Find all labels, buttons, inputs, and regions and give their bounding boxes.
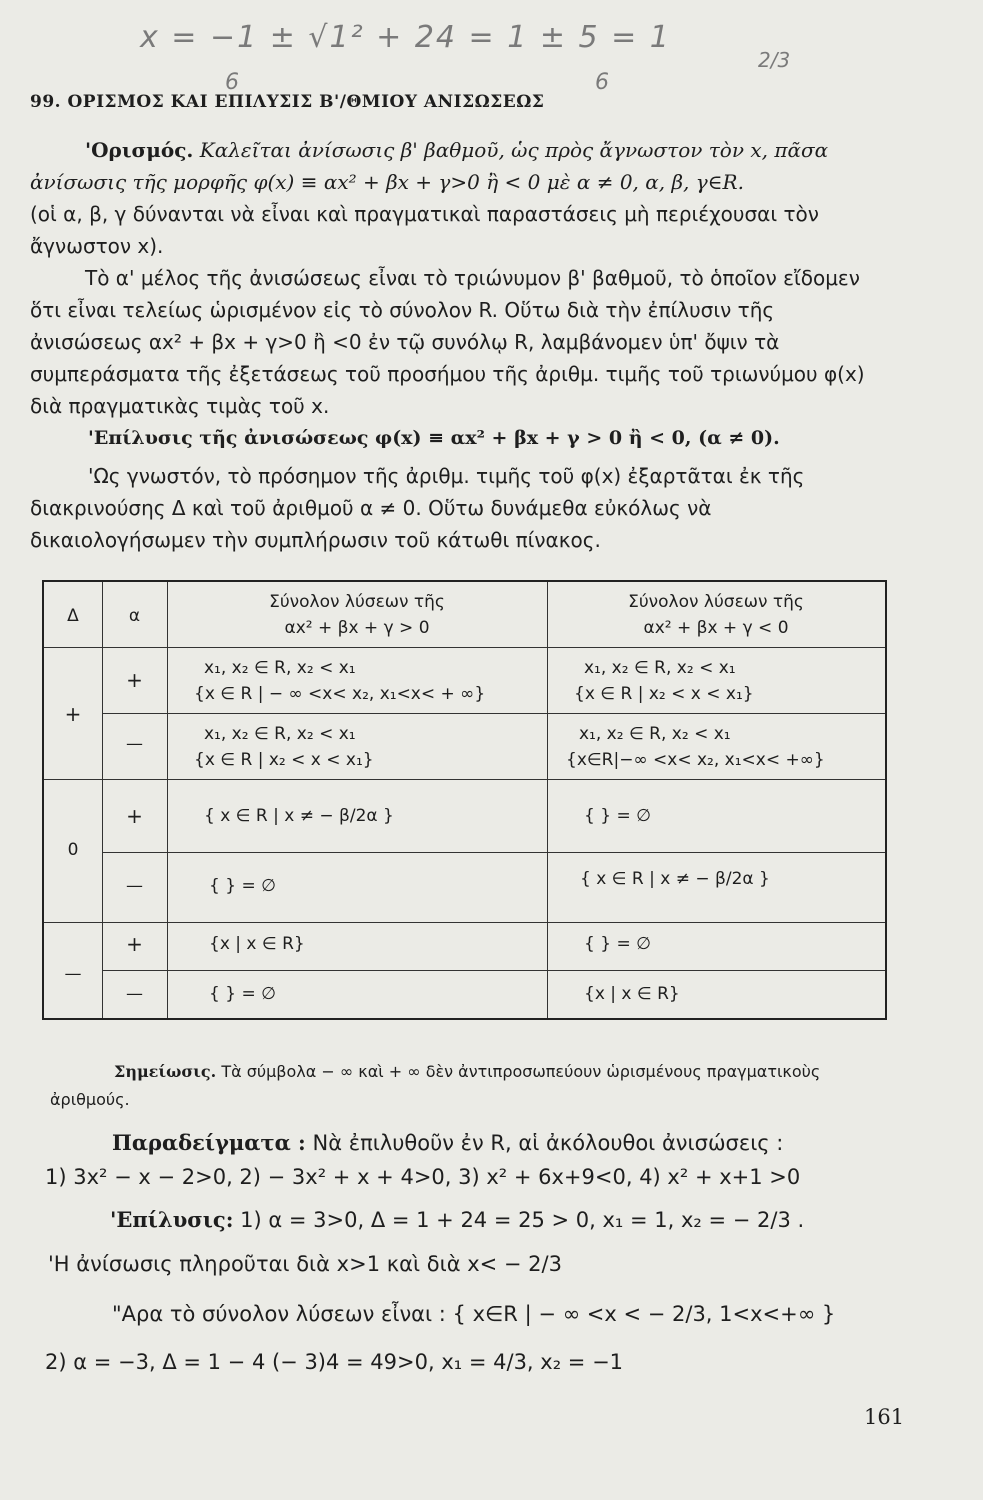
gt-solution-set: { } = ∅	[209, 876, 276, 896]
gt-roots: x₁, x₂ ∈ R, x₂ < x₁	[204, 724, 356, 744]
definition-label: 'Ορισμός.	[85, 138, 194, 162]
gt-solution-set: {x | x ∈ R}	[209, 934, 305, 954]
solution-line-3: "Αρα τὸ σύνολον λύσεων εἶναι : { x∈R | − ∞ <x < − 2/3, 1<x<+∞ }	[112, 1302, 836, 1326]
lt-roots: x₁, x₂ ∈ R, x₂ < x₁	[579, 724, 731, 744]
handwritten-denominator-left: 6	[225, 70, 239, 95]
alpha-sign: +	[126, 804, 143, 828]
section-heading	[30, 92, 544, 112]
note-label: Σημείωσις.	[114, 1062, 217, 1081]
solution-step-1: 1) α = 3>0, Δ = 1 + 24 = 25 > 0, x₁ = 1, x₂ = − 2/3 .	[240, 1208, 805, 1232]
alpha-sign: +	[126, 668, 143, 692]
lt-roots: x₁, x₂ ∈ R, x₂ < x₁	[584, 658, 736, 678]
header-alpha: α	[128, 606, 141, 626]
gt-solution-set: {x ∈ R | x₂ < x < x₁}	[194, 750, 374, 770]
section-title: ΟΡΙΣΜΟΣ ΚΑΙ ΕΠΙΛΥΣΙΣ Β'/ΘΜΙΟΥ ΑΝΙΣΩΣΕΩΣ	[67, 92, 545, 112]
table-divider	[102, 852, 885, 853]
lt-solution-set: {x | x ∈ R}	[584, 984, 680, 1004]
lt-solution-set: { x ∈ R | x ≠ − β/2α }	[580, 869, 770, 889]
table-divider	[44, 647, 885, 648]
lt-solution-set: {x ∈ R | x₂ < x < x₁}	[574, 684, 754, 704]
table-divider	[44, 779, 885, 780]
examples-intro-line	[112, 1130, 783, 1155]
handwritten-equation: x = −1 ± √1² + 24 = 1 ± 5 = 1	[140, 20, 671, 55]
table-divider	[102, 970, 885, 971]
paragraph-trinomial: Τὸ α' μέλος τῆς ἀνισώσεως εἶναι τὸ τριώνυμον β' βαθμοῦ, τὸ ὁποῖον εἴδομεν ὅτι εἶναι τελείως ὡρισμένον εἰς τὸ σύνολον R. Οὕτω διὰ τὴν ἐπίλυσιν τῆς ἀνισώσεως αx² + βx + γ>0 ἢ <0 ἐν τῷ συνόλῳ R, λαμβάνομεν ὑπ' ὄψιν τὰ συμπεράσματα τῆς ἐξετάσεως τοῦ προσήμου τῆς ἀριθμ. τιμῆς τοῦ τριωνύμου φ(x) διὰ πραγματικὰς τιμὰς τοῦ x.	[30, 266, 865, 418]
gt-solution-set: { x ∈ R | x ≠ − β/2α }	[204, 806, 394, 826]
solution-label: 'Επίλυσις:	[110, 1207, 234, 1232]
gt-roots: x₁, x₂ ∈ R, x₂ < x₁	[204, 658, 356, 678]
delta-positive: +	[64, 702, 82, 726]
examples-intro: Νὰ ἐπιλυθοῦν ἐν R, αἱ ἀκόλουθοι ἀνισώσεις :	[312, 1131, 784, 1155]
lt-solution-set: { } = ∅	[584, 806, 651, 826]
note-text: Τὰ σύμβολα − ∞ καὶ + ∞ δὲν ἀντιπροσωπεύουν ὡρισμένους πραγματικοὺς ἀριθμούς.	[50, 1062, 821, 1109]
note-paragraph	[50, 1058, 890, 1114]
definition-text: Καλεῖται ἀνίσωσις β' βαθμοῦ, ὡς πρὸς ἄγνωστον τὸν x, πᾶσα ἀνίσωσις τῆς μορφῆς φ(x) ≡ αx² + βx + γ>0 ἢ < 0 μὲ α ≠ 0, α, β, γ∈R.	[30, 138, 829, 194]
delta-zero: 0	[67, 840, 79, 860]
alpha-sign: —	[126, 984, 143, 1004]
solution-line-2: 'Η ἀνίσωσις πληροῦται διὰ x>1 καὶ διὰ x< − 2/3	[48, 1252, 562, 1276]
examples-label: Παραδείγματα :	[112, 1130, 306, 1155]
header-delta: Δ	[67, 606, 79, 626]
handwritten-annotation	[140, 12, 800, 102]
gt-solution-set: { } = ∅	[209, 984, 276, 1004]
alpha-sign: —	[126, 876, 143, 896]
solution-line-4: 2) α = −3, Δ = 1 − 4 (− 3)4 = 49>0, x₁ = 4/3, x₂ = −1	[45, 1350, 624, 1374]
paragraph-sign: 'Ως γνωστόν, τὸ πρόσημον τῆς ἀριθμ. τιμῆς τοῦ φ(x) ἐξαρτᾶται ἐκ τῆς διακρινούσης Δ καὶ τοῦ ἀριθμοῦ α ≠ 0. Οὕτω δυνάμεθα εὐκόλως νὰ δικαιολογήσωμεν τὴν συμπλήρωσιν τοῦ κάτωθι πίνακος.	[30, 464, 805, 552]
alpha-sign: +	[126, 932, 143, 956]
section-number: 99.	[30, 92, 62, 112]
header-lt-expr: αx² + βx + γ < 0	[643, 618, 789, 638]
delta-negative: —	[64, 964, 82, 984]
header-gt-expr: αx² + βx + γ > 0	[284, 618, 430, 638]
solution-heading: 'Επίλυσις τῆς ἀνισώσεως φ(x) ≡ αx² + βx + γ > 0 ἢ < 0, (α ≠ 0).	[88, 427, 780, 449]
examples-list: 1) 3x² − x − 2>0, 2) − 3x² + x + 4>0, 3) x² + 6x+9<0, 4) x² + x+1 >0	[45, 1165, 801, 1189]
definition-continuation: (οἱ α, β, γ δύνανται νὰ εἶναι καὶ πραγματικαὶ παραστάσεις μὴ περιέχουσαι τὸν ἄγνωστον x).	[30, 202, 819, 258]
header-gt-title: Σύνολον λύσεων τῆς	[269, 592, 445, 612]
gt-solution-set: {x ∈ R | − ∞ <x< x₂, x₁<x< + ∞}	[194, 684, 486, 704]
alpha-sign: —	[126, 734, 143, 754]
solution-table	[42, 580, 887, 1020]
table-divider	[44, 922, 885, 923]
definition-paragraph	[30, 134, 890, 198]
page-number: 161	[864, 1405, 905, 1429]
table-divider	[102, 713, 885, 714]
header-lt-title: Σύνολον λύσεων τῆς	[628, 592, 804, 612]
handwritten-denominator-right: 6	[595, 70, 609, 95]
lt-solution-set: {x∈R|−∞ <x< x₂, x₁<x< +∞}	[566, 750, 825, 770]
solution-line-1	[110, 1207, 804, 1232]
handwritten-margin-note: 2/3	[758, 48, 791, 72]
lt-solution-set: { } = ∅	[584, 934, 651, 954]
